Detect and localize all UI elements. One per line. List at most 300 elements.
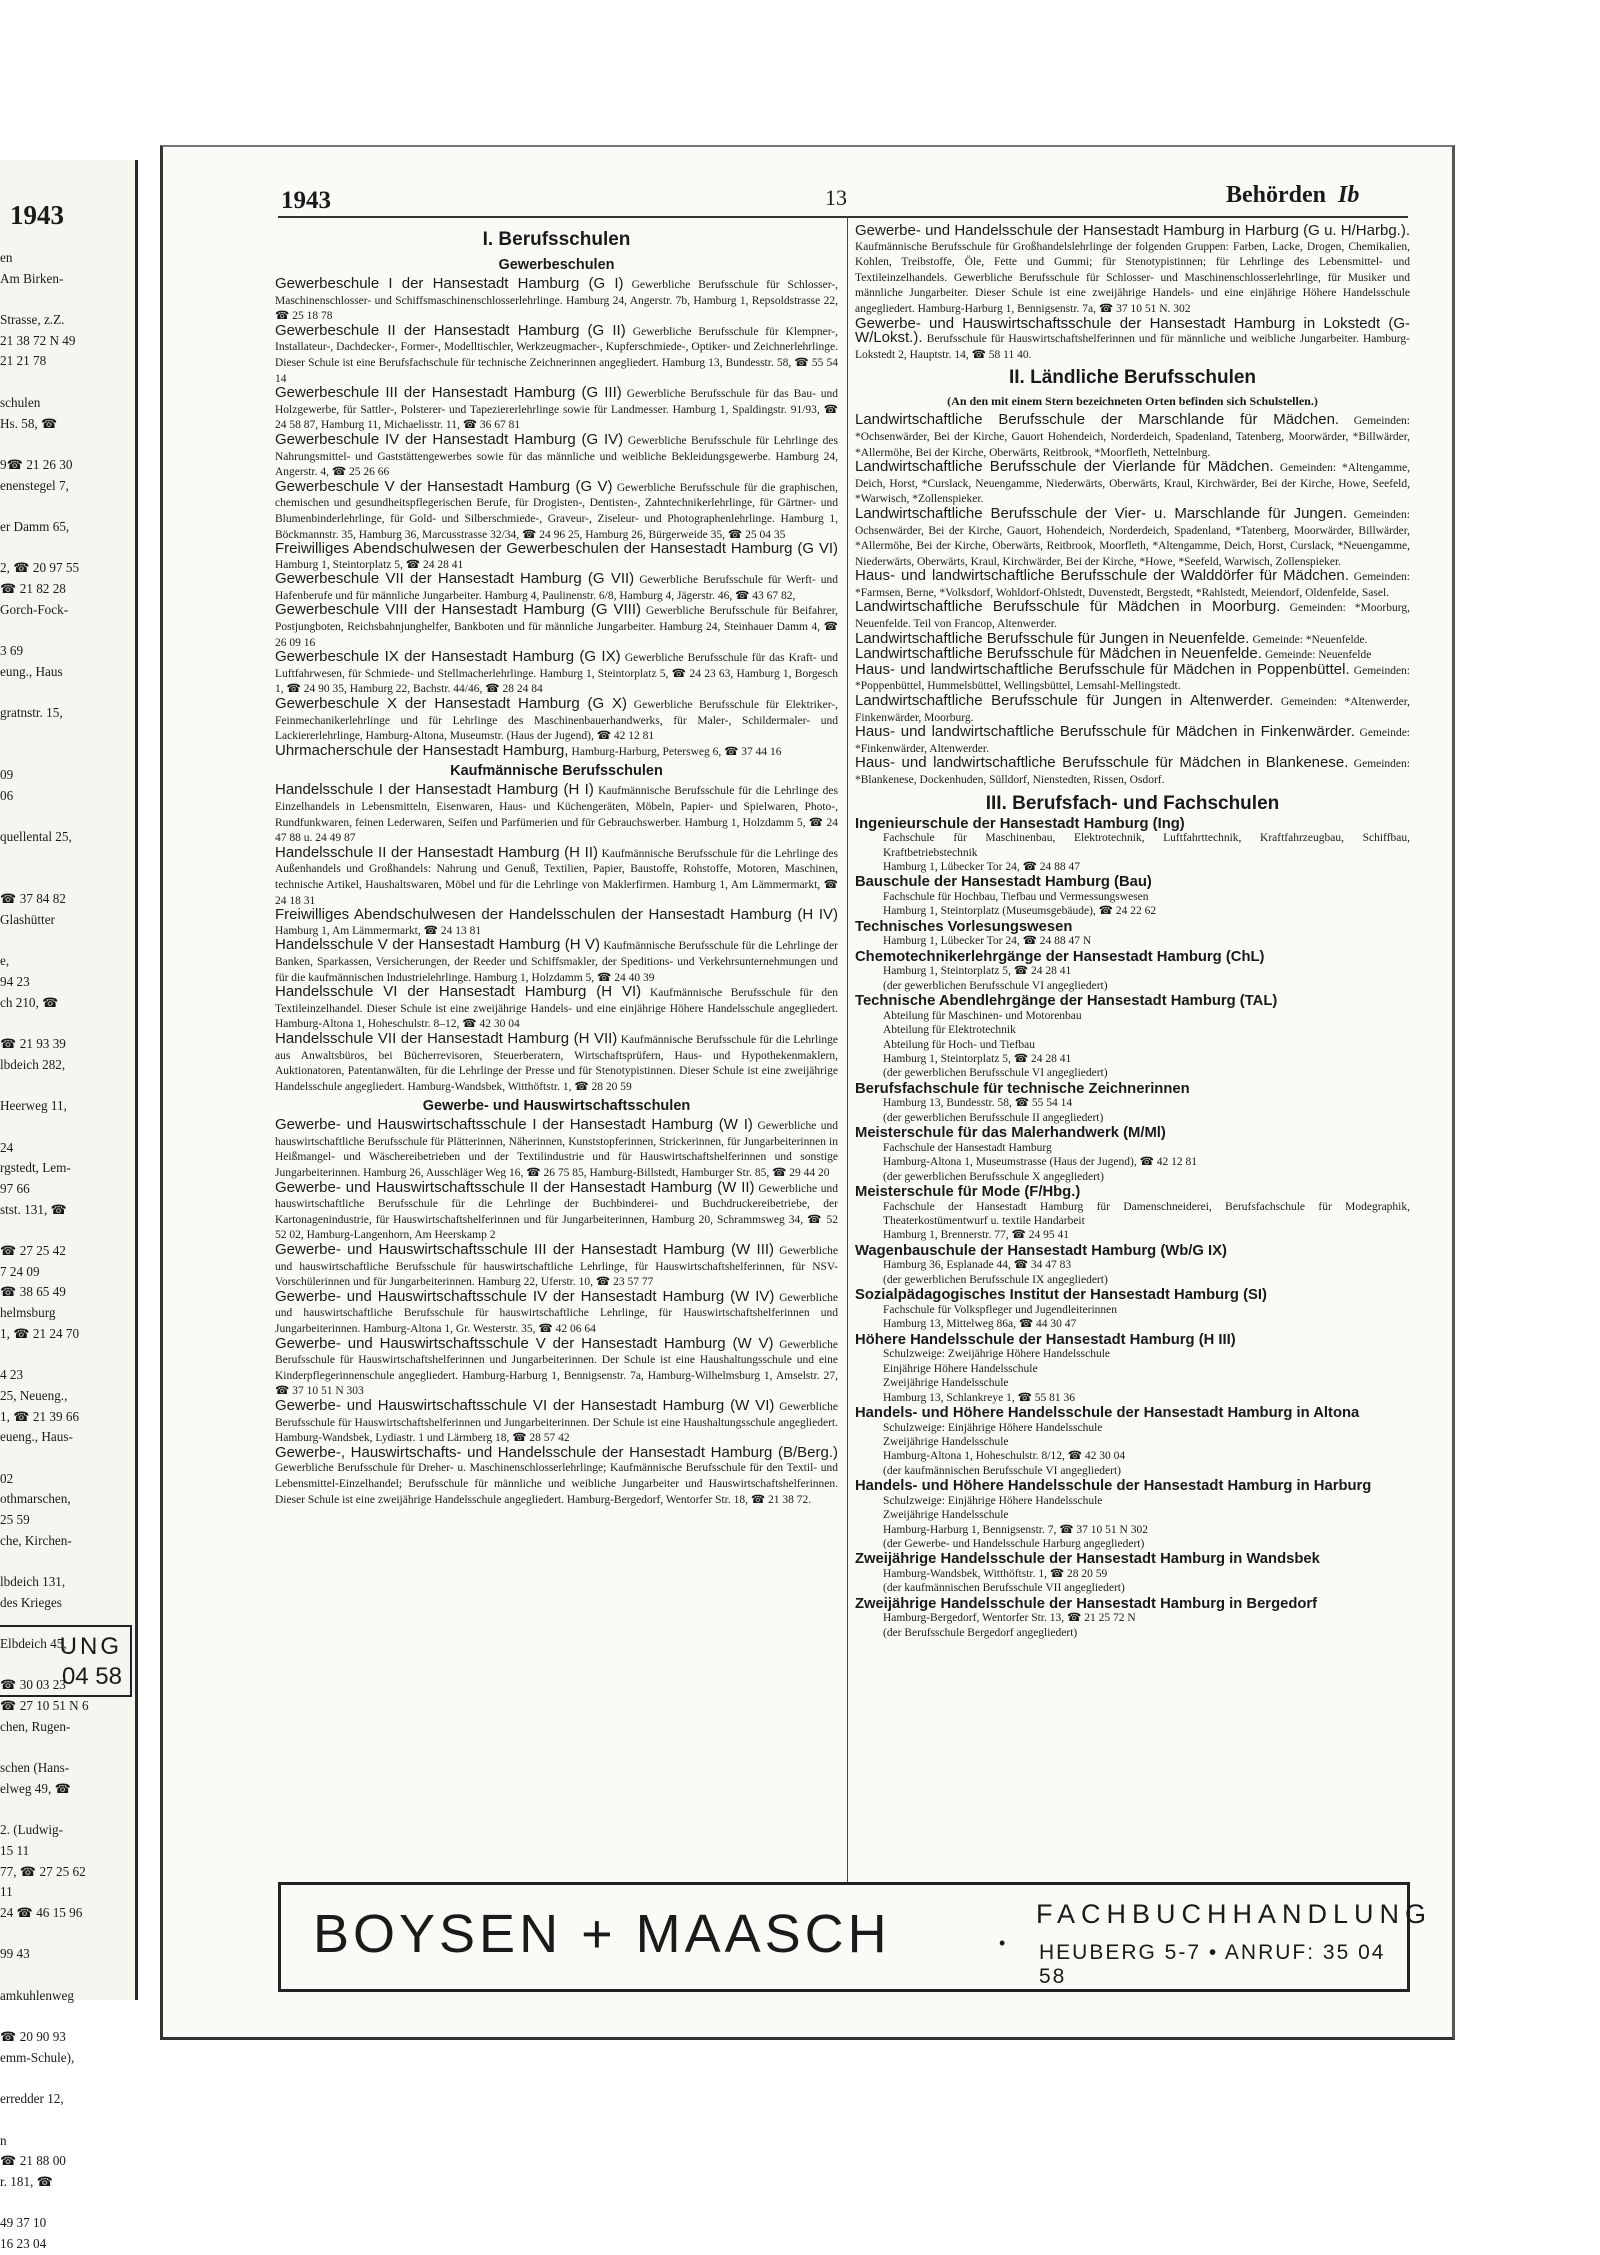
left-page-line: ☎ 37 84 82: [0, 891, 66, 907]
fachschule-detail: Abteilung für Maschinen- und Motorenbau: [883, 1009, 1082, 1022]
subheading-kaufmaennische: Kaufmännische Berufsschulen: [450, 763, 663, 780]
left-page-line: [0, 1220, 132, 1241]
left-page-line: e,: [0, 953, 10, 969]
fachschule-detail: Fachschule der Hansestadt Hamburg: [883, 1141, 1052, 1154]
left-page-line: ☎ 20 90 93: [0, 2029, 66, 2045]
school-description: Gemeinden: *Altengamme, Deich, Horst, *Curslack, Neuengamme, Niederwärts, Oberwärts, Kraul, Kirchwärder, Bei der Kirche, Howe, Seefeld, *Warwisch, *Zollenspieker.: [855, 462, 1411, 506]
left-page-line: [0, 620, 132, 641]
left-page-line: 1, ☎ 21 39 66: [0, 1408, 80, 1424]
left-page-line: 49 37 10: [0, 2215, 47, 2231]
left-page-line: ☎ 27 10 51 N 6: [0, 1698, 89, 1714]
school-description: Gewerbliche Berufsschule für das Kraft- und Luftfahrwesen, für Schmiede- und Stellmacherlehrlinge. Hamburg 1, Steintorplatz 5, ☎ 24 23 63, Hamburg 1, Borgesch 1, ☎ 24 90 35, Hamburg 22, Bachstr. 44/46, ☎ 28 24 84: [275, 652, 838, 696]
left-page-line: [0, 538, 132, 559]
left-page-line: schen (Hans-: [0, 1760, 70, 1776]
fachschule-detail: (der gewerblichen Berufsschule IX angegliedert): [883, 1273, 1108, 1286]
fachschule-detail: (der kaufmännischen Berufsschule VII angegliedert): [883, 1582, 1125, 1595]
fachschule-detail: Fachschule der Hansestadt Hamburg für Damenschneiderei, Berufsfachschule für Modegraphik, Theaterkostümentwurf u. textile Handarbeit: [883, 1200, 1410, 1228]
left-page-line: [0, 434, 132, 455]
fachschule-detail: (der gewerblichen Berufsschule VI angegliedert): [883, 979, 1108, 992]
school-name: Gewerbeschule VII der Hansestadt Hamburg (G VII): [275, 570, 635, 588]
school-name: Handelsschule VII der Hansestadt Hamburg (H VII): [275, 1029, 618, 1047]
left-page-line: [0, 1800, 132, 1821]
school-entry: [275, 430, 838, 480]
left-page-line: 24 ☎ 46 15 96: [0, 1905, 83, 1920]
left-page-line: 97 66: [0, 1180, 30, 1196]
left-page-line: rgstedt, Lem-: [0, 1160, 71, 1176]
school-name: Handelsschule VI der Hansestadt Hamburg (H VI): [275, 983, 642, 1001]
subheading-hauswirtschaft: Gewerbe- und Hauswirtschaftsschulen: [422, 1098, 691, 1115]
left-page-line: helmsburg: [0, 1305, 56, 1321]
school-name: Gewerbe- und Hauswirtschaftsschule VI der Hansestadt Hamburg (W VI): [275, 1396, 775, 1414]
school-description: Gewerbliche Berufsschule für die graphischen, chemischen und gesundheitspflegerischen Berufe, für Drogisten-, Dentisten-, Zahntechnikerlehrlinge, für Gärtner- und Blumenbinderlehrlinge, für Gold- und Silberschmiede-, Graveur-, Ziseleur- und Photographenlehrlinge. Hamburg 1, Böckmannstr. 35, Hamburg 36, Marcusstrasse 32/34, ☎ 24 96 25, Hamburg 26, Bürgerweide 35, ☎ 25 04 35: [275, 481, 838, 541]
school-description: Gewerbliche Berufsschule für Hauswirtschaftshelferinnen und Jungarbeiterinnen. Der Schule ist eine Haushaltungsschule und eine Kinderpflegerinnenschule angegliedert. Hamburg-Harburg 1, Bennigsenstr. 7a, Hamburg-Wilhelmsburg 1, Amselstr. 27, ☎ 37 10 51 N 303: [275, 1338, 839, 1398]
left-page-line: [0, 931, 132, 952]
kaufmaennische-list: [275, 783, 838, 1094]
school-description: Gemeinden: *Altenwerder, Finkenwärder, Moorburg.: [855, 696, 1411, 724]
left-page-line: [0, 1551, 132, 1572]
school-name: Haus- und landwirtschaftliche Berufsschule der Walddörfer für Mädchen.: [855, 567, 1349, 585]
left-page-line: schulen: [0, 394, 41, 410]
school-name: Uhrmacherschule der Hansestadt Hamburg,: [275, 741, 569, 759]
left-page-line: [0, 869, 132, 890]
school-entry: [275, 1118, 838, 1180]
left-page-line: [0, 682, 132, 703]
school-description: Gemeinden: *Farmsen, Berne, *Volksdorf, Wohldorf-Ohlstedt, Duvenstedt, Bergstedt, *Rahlstedt, Meiendorf, Oldenfelde, Sasel.: [855, 571, 1410, 599]
left-page-line: er Damm 65,: [0, 518, 70, 534]
left-page-line: enenstegel 7,: [0, 477, 69, 493]
fachschule-entry: [855, 1082, 1410, 1125]
left-page-line: [0, 289, 132, 310]
school-description: Gewerbliche Berufsschule für Schlosser-, Maschinenschlosser- und Schiffsmaschinenschlosserlehrlinge. Hamburg 24, Angerstr. 7b, Hamburg 1, Repsoldstrasse 22, ☎ 25 18 78: [275, 279, 839, 323]
school-name: Handelsschule I der Hansestadt Hamburg (H I): [275, 781, 594, 799]
school-description: Gemeinde: *Finkenwärder, Altenwerder.: [855, 727, 1410, 755]
fachschule-detail: Abteilung für Hoch- und Tiefbau: [883, 1038, 1036, 1051]
left-page-line: 25 59: [0, 1511, 30, 1527]
school-entry: [275, 572, 838, 603]
school-name: Gewerbe- und Handelsschule der Hansestadt Hamburg in Harburg (G u. H/Harbg.).: [855, 222, 1410, 239]
fachschule-name: Wagenbauschule der Hansestadt Hamburg (Wb/G IX): [855, 1242, 1227, 1259]
fachschule-detail: Hamburg 1, Brennerstr. 77, ☎ 24 95 41: [883, 1229, 1069, 1242]
school-entry: [275, 783, 838, 845]
fachschule-detail: Hamburg 36, Esplanade 44, ☎ 34 47 83: [883, 1259, 1072, 1272]
school-entry: [275, 477, 838, 542]
fachschule-name: Höhere Handelsschule der Hansestadt Hamburg (H III): [855, 1331, 1236, 1348]
left-page-line: [0, 1965, 132, 1986]
subheading-gewerbeschulen: Gewerbeschulen: [498, 257, 615, 273]
school-entry: [275, 650, 838, 697]
fachschule-entry: [855, 875, 1410, 918]
left-page-line: [0, 2069, 132, 2090]
school-name: Gewerbe- und Hauswirtschaftsschule der Hansestadt Hamburg in Lokstedt (G-W/Lokst.).: [855, 314, 1410, 347]
school-entry: [275, 542, 838, 572]
note-laendliche: (An den mit einem Stern bezeichneten Orten befinden sich Schulstellen.): [947, 394, 1318, 409]
school-entry: [275, 386, 838, 433]
school-name: Landwirtschaftliche Berufsschule der Vierlande für Mädchen.: [855, 458, 1274, 476]
school-name: Handelsschule II der Hansestadt Hamburg (H II): [275, 843, 598, 861]
left-page-line: lbdeich 131,: [0, 1574, 66, 1589]
school-entry: [275, 321, 839, 386]
left-page-line: 11: [0, 1884, 13, 1900]
school-name: Freiwilliges Abendschulwesen der Gewerbeschulen der Hansestadt Hamburg (G VI): [275, 540, 838, 558]
school-name: Landwirtschaftliche Berufsschule für Mädchen in Moorburg.: [855, 598, 1281, 616]
school-description: Gewerbliche und hauswirtschaftliche Berufsschule für hauswirtschaftliche Lehrlinge, für Hauswirtschaftshelferinnen, für NSV-Vorschülerinnen und für Jungarbeiterinnen. Hamburg 22, Uferstr. 10, ☎ 23 57 77: [275, 1245, 839, 1289]
school-name: Landwirtschaftliche Berufsschule für Jungen in Altenwerder.: [855, 692, 1274, 710]
school-description: Gewerbliche Berufsschule für Beifahrer, Postjungboten, Reichsbahnjunghelfer, Bankboten und für männliche Jungarbeiter. Hamburg 24, Steinhauer Damm 4, ☎ 26 09 16: [275, 605, 839, 649]
fachschule-name: Zweijährige Handelsschule der Hansestadt Hamburg in Wandsbek: [855, 1551, 1320, 1568]
fachschule-detail: Schulzweige: Zweijährige Höhere Handelsschule: [883, 1348, 1111, 1361]
page-number: 13: [825, 185, 847, 210]
left-page-line: Gorch-Fock-: [0, 601, 69, 617]
left-page-line: 7 24 09: [0, 1263, 40, 1279]
fachschule-entry: [855, 950, 1410, 993]
left-page-line: [0, 2006, 132, 2027]
left-page-line: [0, 807, 132, 828]
school-entry: [275, 1334, 839, 1399]
left-page-line: 21 21 78: [0, 353, 47, 369]
fachschule-detail: Hamburg 1, Steintorplatz 5, ☎ 24 28 41: [883, 965, 1072, 978]
left-page-line: n: [0, 2132, 7, 2148]
fachschule-detail: Schulzweige: Einjährige Höhere Handelsschule: [883, 1494, 1103, 1507]
school-description: Hamburg-Harburg, Petersweg 6, ☎ 37 44 16: [571, 745, 782, 758]
left-page-line: 02: [0, 1470, 14, 1486]
school-description: Gewerbliche Berufsschule für Klempner-, Installateur-, Dachdecker-, Former-, Modelltischler, Werkzeugmacher-, Kupferschmiede-, Optiker- und Zeichnerlehrlinge. Dieser Schule ist eine Berufsfachschule für technische Zeichnerinnen angegliedert. Hamburg 13, Bundesstr. 58, ☎ 55 54 14: [275, 325, 839, 385]
left-page-line: 15 11: [0, 1842, 30, 1858]
fachschule-detail: (der gewerblichen Berufsschule VI angegliedert): [883, 1067, 1108, 1080]
left-page-line: 09: [0, 767, 14, 783]
school-name: Gewerbeschule I der Hansestadt Hamburg (G I): [275, 275, 624, 292]
school-entry: [275, 985, 838, 1032]
fachschule-entry: [855, 817, 1410, 875]
left-page-line: 77, ☎ 27 25 62: [0, 1863, 86, 1879]
school-name: Gewerbe- und Hauswirtschaftsschule II der Hansestadt Hamburg (W II): [275, 1178, 755, 1196]
school-description: Gemeinden: *Ochsenwärder, Bei der Kirche, Gauort Hohendeich, Norderdeich, Spadenland, Tatenberg, Moorwärder, *Billwärder, *Allermöhe, Bei der Kirche, Oberwärts, Reitbrook, *Moorfleth, Nettelnburg.: [855, 415, 1410, 459]
header-section-code: Ib: [1338, 182, 1360, 208]
school-name: Gewerbeschule IX der Hansestadt Hamburg (G IX): [275, 648, 621, 666]
fachschule-detail: Fachschule für Hochbau, Tiefbau und Vermessungswesen: [883, 891, 1149, 903]
left-page-line: che, Kirchen-: [0, 1532, 72, 1548]
left-page-line: ch 210, ☎: [0, 994, 59, 1010]
fachschule-name: Handels- und Höhere Handelsschule der Hansestadt Hamburg in Altona: [855, 1404, 1360, 1421]
school-description: Kaufmännische Berufsschule für den Textileinzelhandel. Dieser Schule ist eine zweijährige Handels- und eine einjährige Höhere Handelsschule angegliedert. Hamburg-Altona 1, Hoheschulstr. 8–12, ☎ 42 30 04: [275, 987, 839, 1031]
school-entry: [275, 1243, 838, 1290]
left-page-ad-fragment: [0, 1625, 132, 1697]
school-description: Gemeinden: Ochsenwärder, Bei der Kirche, Gauort, Hohendeich, Norderdeich, Spadenland, *Tatenberg, Moorwärder, Billwärder, *Allermöhe, Bei der Kirche, Oberwärts, Reitbrook, Moorfleth, *Altengamme, Deich, Horst, Curslack, *Neuengamme, Niederwärts, Oberwärts, Kraul, Kirchwärder, Bei der Kirche, *Howe, *Seefeld, Warwisch, Zollenspieker.: [855, 508, 1410, 568]
left-page-line: [0, 496, 132, 517]
school-name: Gewerbeschule III der Hansestadt Hamburg (G III): [275, 384, 622, 402]
school-name: Landwirtschaftliche Berufsschule der Marschlande für Mädchen.: [855, 411, 1340, 429]
fachschule-detail: (der gewerblichen Berufsschule II angegliedert): [883, 1111, 1104, 1124]
fachschule-name: Meisterschule für das Malerhandwerk (M/Ml): [855, 1125, 1166, 1142]
header-rule: [278, 216, 1408, 218]
fachschule-detail: Fachschule für Maschinenbau, Elektrotechnik, Luftfahrttechnik, Kraftfahrzeugbau, Schiffbau, Kraftbetriebstechnik: [883, 832, 1410, 859]
school-name: Gewerbe- und Hauswirtschaftsschule III der Hansestadt Hamburg (W III): [275, 1241, 775, 1259]
left-page-line: 25, Neueng.,: [0, 1387, 68, 1403]
fachschule-entry: [855, 1597, 1410, 1640]
school-entry: [275, 843, 839, 908]
left-page-line: 3 69: [0, 643, 24, 659]
adjacent-left-page: [0, 160, 138, 2251]
fachschule-entry: [855, 1126, 1410, 1184]
school-entry: [275, 603, 838, 650]
fachschule-entry: [855, 1406, 1410, 1478]
school-description: Gemeinde: *Neuenfelde.: [1252, 633, 1368, 646]
fachschule-name: Chemotechnikerlehrgänge der Hansestadt Hamburg (ChL): [855, 948, 1265, 965]
left-page-line: [0, 848, 132, 869]
left-page-line: 16 23 04: [0, 2236, 47, 2251]
school-name: Gewerbeschule II der Hansestadt Hamburg (G II): [275, 321, 626, 339]
school-entry: [855, 694, 1410, 725]
left-page-line: ☎ 21 88 00: [0, 2153, 66, 2169]
left-page-line: ☎ 21 82 28: [0, 581, 66, 596]
fachschule-entry: [855, 1185, 1410, 1243]
left-page-line: en: [0, 250, 13, 265]
column-divider: [847, 216, 848, 1886]
school-description: Kaufmännische Berufsschule für die Lehrlinge der Banken, Sparkassen, Versicherungen, der Reeder und Schiffsmakler, der Speditions- und Verkehrsunternehmungen und für die kaufmännischen Industrielehrlinge. Hamburg 1, Holzdamm 5, ☎ 24 40 39: [275, 940, 838, 984]
fachschule-detail: Abteilung für Elektrotechnik: [883, 1024, 1016, 1037]
fachschule-detail: (der Gewerbe- und Handelsschule Harburg angegliedert): [883, 1537, 1145, 1550]
school-entry: [275, 1443, 838, 1507]
fachschule-detail: Schulzweige: Einjährige Höhere Handelsschule: [883, 1421, 1103, 1434]
school-name: Gewerbe-, Hauswirtschafts- und Handelsschule der Hansestadt Hamburg (B/Berg.): [275, 1443, 838, 1461]
school-description: Kaufmännische Berufsschule für die Lehrlinge des Einzelhandels in Lebensmitteln, Eisenwaren, Haus- und Küchengeräten, Möbeln, Papier- und Spielwaren, Photo-, Rundfunkwaren, feinen Lederwaren, Seifen und Parfümerien und für Gebrauchswerber. Hamburg 1, Holzdamm 5, ☎ 24 47 88 u. 24 49 87: [275, 785, 838, 845]
school-description: Gewerbliche Berufsschule für Dreher- u. Maschinenschlosserlehrlinge; Kaufmännische Berufsschule für den Textil- und Lebensmittel-Einzelhandel; Berufsschule für männliche und weibliche Jungarbeiter und Hauswirtschaftshelferinnen. Dieser Schule ist eine zweijährige Handelsschule angegliedert. Hamburg-Bergedorf, Wentorfer Str. 18, ☎ 21 38 72.: [275, 1462, 838, 1506]
school-entry: [275, 1029, 839, 1094]
left-page-line: emm-Schule),: [0, 2049, 75, 2065]
school-name: Gewerbe- und Hauswirtschaftsschule V der Hansestadt Hamburg (W V): [275, 1334, 774, 1352]
left-page-line: des Krieges: [0, 1594, 62, 1610]
school-entry: [855, 314, 1411, 363]
heading-laendliche: II. Ländliche Berufsschulen: [1008, 367, 1257, 389]
fachschule-detail: Hamburg-Bergedorf, Wentorfer Str. 13, ☎ 21 25 72 N: [883, 1612, 1136, 1625]
fachschule-entry: [855, 1244, 1410, 1287]
school-name: Landwirtschaftliche Berufsschule der Vier- u. Marschlande für Jungen.: [855, 504, 1347, 522]
left-page-line: 21 38 72 N 49: [0, 332, 76, 348]
left-page-line: [0, 745, 132, 766]
school-description: Gewerbliche Berufsschule für Hauswirtschaftshelferinnen und Jungarbeiterinnen. Der Schule ist eine Haushaltungsschule angegliedert. Hamburg-Wandsbek, Lydiastr. 1 und Lärmberg 18, ☎ 28 57 42: [275, 1400, 838, 1445]
left-page-line: [0, 1076, 132, 1097]
left-page-line: ☎ 27 25 42: [0, 1243, 66, 1258]
fachschule-name: Berufsfachschule für technische Zeichnerinnen: [855, 1080, 1190, 1097]
left-page-line: [0, 1013, 132, 1034]
left-page-line: stst. 131, ☎: [0, 1201, 67, 1217]
school-entry: [275, 741, 838, 760]
left-page-line: eueng., Haus-: [0, 1429, 73, 1445]
school-name: Haus- und landwirtschaftliche Berufsschule für Mädchen in Blankenese.: [855, 754, 1349, 772]
right-top-list: [855, 224, 1410, 362]
left-ad-line-1: UNG: [59, 1633, 122, 1660]
ad-separator: •: [999, 1933, 1006, 1953]
school-name: Haus- und landwirtschaftliche Berufsschule für Mädchen in Poppenbüttel.: [855, 660, 1350, 678]
left-page-text-fragments: [0, 248, 132, 2255]
school-description: Kaufmännische Berufsschule für die Lehrlinge des Außenhandels und Großhandels: Nahrung und Genuß, Textilien, Papier, Baustoffe, Rohstoffe, Motoren, Maschinen, technische Artikel, Haushaltswaren, Möbel und für die Lehrlinge von Maklerfirmen. Hamburg 1, Am Lämmermarkt, ☎ 24 18 31: [275, 847, 839, 907]
school-entry: [275, 1396, 838, 1446]
fachschulen-list: [855, 817, 1410, 1641]
hauswirtschaft-list: [275, 1118, 838, 1507]
school-description: Gemeinden: *Poppenbüttel, Hummelsbüttel, Wellingsbüttel, Lemsahl-Mellingstedt.: [855, 664, 1410, 693]
left-page-line: Elbdeich 45,: [0, 1636, 67, 1652]
left-page-line: [0, 1344, 132, 1365]
school-description: Gemeinde: Neuenfelde: [1264, 649, 1372, 662]
left-page-line: amkuhlenweg: [0, 1987, 74, 2003]
fachschule-detail: (der gewerblichen Berufsschule X angegliedert): [883, 1170, 1104, 1183]
advertisement-box: [278, 1882, 1433, 1992]
school-description: Gewerbliche und hauswirtschaftliche Berufsschule für hauswirtschaftliche Lehrlinge, für Hauswirtschaftshelferinnen und Jungarbeiterinnen. Hamburg-Altona 1, Gr. Westerstr. 35, ☎ 42 06 64: [275, 1291, 838, 1335]
left-page-line: [0, 1117, 132, 1138]
school-description: Gewerbliche Berufsschule für Elektriker-, Feinmechanikerlehrlinge und für Lehrlinge des Maschinenbauerhandwerks, für Maler-, Schildermaler- und Lackiererlehrlinge, Hamburg-Altona, Museumstr. (Haus der Jugend), ☎ 42 12 81: [275, 699, 838, 743]
left-page-line: [0, 724, 132, 745]
left-page-line: Glashütter: [0, 912, 55, 927]
school-name: Haus- und landwirtschaftliche Berufsschule für Mädchen in Finkenwärder.: [855, 723, 1355, 741]
school-description: Gewerbliche und hauswirtschaftliche Berufsschule für die Lehrlinge der Buchbinderei- und Buchdruckereibetriebe, der Kartonagenindustrie, für Hauswirtschaftshelferinnen und für Jungarbeiterinnen, Hamburg 20, Schrammsweg 34, ☎ 52 52 02, Hamburg-Langenhorn, Am Heerskamp 2: [275, 1182, 838, 1242]
school-entry: [275, 1178, 838, 1243]
heading-berufsschulen: I. Berufsschulen: [482, 229, 631, 250]
left-page-line: Am Birken-: [0, 270, 64, 286]
school-entry: [855, 569, 1410, 600]
left-page-line: [0, 372, 132, 393]
fachschule-name: Bauschule der Hansestadt Hamburg (Bau): [855, 874, 1152, 891]
fachschule-detail: Hamburg 13, Schlankreye 1, ☎ 55 81 36: [883, 1391, 1076, 1404]
fachschule-name: Zweijährige Handelsschule der Hansestadt Hamburg in Bergedorf: [855, 1595, 1318, 1612]
left-page-line: othmarschen,: [0, 1491, 71, 1507]
left-page-line: 1, ☎ 21 24 70: [0, 1325, 80, 1341]
left-page-line: 2. (Ludwig-: [0, 1822, 63, 1838]
left-page-line: [0, 2193, 132, 2214]
fachschule-name: Meisterschule für Mode (F/Hbg.): [855, 1184, 1081, 1201]
fachschule-entry: [855, 1552, 1410, 1595]
fachschule-name: Handels- und Höhere Handelsschule der Hansestadt Hamburg in Harburg: [855, 1478, 1372, 1495]
fachschule-detail: Einjährige Höhere Handelsschule: [883, 1362, 1038, 1375]
left-page-line: 2, ☎ 20 97 55: [0, 560, 80, 576]
fachschule-name: Sozialpädagogisches Institut der Hansestadt Hamburg (SI): [855, 1287, 1267, 1304]
left-page-line: 24: [0, 1139, 14, 1155]
school-entry: [855, 725, 1410, 756]
fachschule-detail: Fachschule für Volkspfleger und Jugendleiterinnen: [883, 1303, 1117, 1316]
fachschule-entry: [855, 1333, 1410, 1405]
left-page-line: [0, 2110, 132, 2131]
school-entry: [275, 938, 838, 985]
left-page-line: gratnstr. 15,: [0, 705, 63, 721]
left-page-year: 1943: [10, 200, 64, 230]
left-page-line: 99 43: [0, 1946, 30, 1962]
fachschule-detail: Hamburg 1, Steintorplatz 5, ☎ 24 28 41: [883, 1053, 1072, 1066]
fachschule-entry: [855, 1479, 1410, 1551]
school-entry: [275, 697, 838, 744]
left-page-line: 94 23: [0, 974, 30, 990]
school-entry: [855, 224, 1410, 317]
school-description: Hamburg 1, Steintorplatz 5, ☎ 24 28 41: [275, 558, 464, 571]
left-page-line: ☎ 38 65 49: [0, 1284, 66, 1300]
school-name: Landwirtschaftliche Berufsschule für Mädchen in Neuenfelde.: [855, 645, 1262, 663]
left-page-line: Hs. 58, ☎: [0, 415, 58, 431]
header-section: [1226, 182, 1359, 209]
left-page-line: [0, 1448, 132, 1469]
left-page-line: [0, 1738, 132, 1759]
fachschule-entry: [855, 994, 1410, 1081]
header-section-label: Behörden: [1226, 182, 1327, 208]
school-description: Gewerbliche Berufsschule für Lehrlinge des Nahrungsmittel- und Gaststättengewerbes sowie für das männliche und weibliche Bekleidungsgewerbe. Hamburg 24, Angerstr. 4, ☎ 25 26 66: [275, 434, 838, 479]
school-description: Gewerbliche Berufsschule für Werft- und Hafenberufe und für männliche Jungarbeiter. Hamburg 4, Paulinenstr. 6/8, Hamburg 4, Jägerstr. 46, ☎ 43 67 82,: [275, 574, 838, 602]
school-entry: [275, 908, 838, 938]
school-name: Landwirtschaftliche Berufsschule für Jungen in Neuenfelde.: [855, 629, 1250, 647]
left-page-line: Strasse, z.Z.: [0, 312, 65, 328]
school-name: Gewerbe- und Hauswirtschaftsschule I der Hansestadt Hamburg (W I): [275, 1116, 753, 1134]
fachschule-detail: Hamburg 13, Mittelweg 86a, ☎ 44 30 47: [883, 1318, 1077, 1331]
left-page-line: chen, Rugen-: [0, 1718, 71, 1734]
fachschule-detail: Zweijährige Handelsschule: [883, 1377, 1009, 1390]
school-description: Gewerbliche und hauswirtschaftliche Berufsschule für Plätterinnen, Näherinnen, Kunststopferinnen, Strickerinnen, für Jungarbeiterinnen in Heißmangel- und Wäschereibetrieben und der Textilindustrie und für Hauswirtschaftshelferinnen und sonstige Jungarbeiterinnen. Hamburg 26, Ausschläger Weg 16, ☎ 26 75 85, Hamburg-Billstedt, Hamburger Str. 85, ☎ 29 44 20: [275, 1120, 839, 1180]
fachschule-detail: Hamburg 13, Bundesstr. 58, ☎ 55 54 14: [883, 1097, 1073, 1110]
fachschule-detail: Hamburg-Altona 1, Hoheschulstr. 8/12, ☎ 42 30 04: [883, 1450, 1126, 1463]
fachschule-detail: Hamburg 1, Lübecker Tor 24, ☎ 24 88 47 N: [883, 935, 1092, 948]
school-description: Gewerbliche Berufsschule für das Bau- und Holzgewerbe, für Sattler-, Polsterer- und Tapeziererlehrlinge sowie für Landmesser. Hamburg 1, Spaldingstr. 91/93, ☎ 24 58 87, Hamburg 11, Michaelisstr. 11, ☎ 36 67 81: [275, 388, 838, 432]
header-year: 1943: [281, 187, 331, 214]
fachschule-detail: Zweijährige Handelsschule: [883, 1435, 1009, 1448]
school-name: Gewerbeschule IV der Hansestadt Hamburg (G IV): [275, 430, 624, 448]
left-page-line: ☎ 30 03 23: [0, 1677, 66, 1693]
school-name: Handelsschule V der Hansestadt Hamburg (H V): [275, 936, 600, 954]
left-page-line: eung., Haus: [0, 663, 63, 679]
ad-shop-type: FACHBUCHHANDLUNG: [1036, 1899, 1433, 1929]
fachschule-entry: [855, 920, 1410, 949]
school-description: Hamburg 1, Am Lämmermarkt, ☎ 24 13 81: [275, 924, 482, 937]
fachschule-detail: Hamburg-Altona 1, Museumstrasse (Haus der Jugend), ☎ 42 12 81: [883, 1156, 1198, 1169]
fachschule-detail: Hamburg 1, Steintorplatz (Museumsgebäude), ☎ 24 22 62: [883, 905, 1157, 918]
fachschule-name: Technische Abendlehrgänge der Hansestadt Hamburg (TAL): [855, 993, 1278, 1010]
school-description: Gemeinden: *Blankenese, Dockenhuden, Sülldorf, Nienstedten, Rissen, Osdorf.: [855, 758, 1410, 786]
left-column: [275, 224, 838, 1507]
left-ad-line-2: 04 58: [61, 1663, 122, 1690]
left-page-line: 06: [0, 787, 14, 803]
fachschule-entry: [855, 1288, 1410, 1331]
fachschule-name: Ingenieurschule der Hansestadt Hamburg (Ing): [855, 815, 1185, 832]
heading-fachschulen: III. Berufsfach- und Fachschulen: [985, 792, 1280, 814]
ad-address: HEUBERG 5-7 • ANRUF: 35 04 58: [1039, 1941, 1386, 1988]
fachschule-detail: (der Berufsschule Bergedorf angegliedert): [883, 1626, 1078, 1639]
school-entry: [855, 413, 1410, 460]
school-name: Gewerbeschule VIII der Hansestadt Hamburg (G VIII): [275, 601, 642, 619]
school-entry: [855, 460, 1410, 507]
school-entry: [275, 277, 838, 324]
left-page-line: ☎ 21 93 39: [0, 1036, 66, 1052]
school-name: Gewerbeschule X der Hansestadt Hamburg (G X): [275, 695, 628, 713]
fachschule-name: Technisches Vorlesungswesen: [855, 918, 1073, 935]
school-entry: [855, 504, 1410, 569]
ad-company-name: BOYSEN + MAASCH: [313, 1904, 891, 1964]
school-description: Kaufmännische Berufsschule für die Lehrlinge aus Anwaltsbüros, bei Bücherrevisoren, Steuerberatern, Wirtschaftsprüfern, Haus- und Hypothekenmaklern, Auktionatoren, Patentanwälten, für die Lehrlinge der Presse und für Stenotypistinnen. Dieser Schule ist eine zweijährige Handelsschule angegliedert. Hamburg-Wandsbek, Witthöftstr. 1, ☎ 28 20 59: [275, 1033, 839, 1093]
fachschule-detail: Hamburg-Wandsbek, Witthöftstr. 1, ☎ 28 20 59: [883, 1567, 1108, 1580]
directory-page: [160, 145, 1455, 2040]
fachschule-detail: Hamburg-Harburg 1, Bennigsenstr. 7, ☎ 37 10 51 N 302: [883, 1523, 1148, 1536]
fachschule-detail: (der kaufmännischen Berufsschule VI angegliedert): [883, 1464, 1122, 1477]
school-name: Gewerbe- und Hauswirtschaftsschule IV der Hansestadt Hamburg (W IV): [275, 1287, 775, 1305]
fachschule-detail: Zweijährige Handelsschule: [883, 1509, 1009, 1522]
left-page-line: r. 181, ☎: [0, 2173, 54, 2189]
school-name: Gewerbeschule V der Hansestadt Hamburg (G V): [275, 477, 613, 495]
left-page-line: [0, 1924, 132, 1945]
school-entry: [275, 1287, 838, 1337]
school-description: Berufsschule für Hauswirtschaftshelferinnen und für männliche und weibliche Jungarbeiter. Hamburg-Lokstedt 2, Hauptstr. 14, ☎ 58 11 40.: [855, 333, 1411, 361]
left-page-line: 9☎ 21 26 30: [0, 456, 73, 472]
school-description: Kaufmännische Berufsschule für Großhandelslehrlinge der folgenden Gruppen: Farben, Lacke, Drogen, Chemikalien, Kohlen, Treibstoffe, Öle, Fette und Gummi; für Stenotypistinnen; für Lehrlinge des Lebensmittel- und Textileinzelhandels. Gewerbliche Berufsschule für Schlosser- und Maschinenschlosserlehrlinge, für Musiker und männliche Jungarbeiter. Dieser Schule ist eine zweijährige Handels- und eine einjährige Höhere Handelsschule angegliedert. Hamburg-Harburg 1, Bennigsenstr. 7a, ☎ 37 10 51 N. 302: [855, 240, 1410, 315]
right-column: [855, 224, 1410, 1641]
left-page-line: lbdeich 282,: [0, 1056, 66, 1072]
gewerbeschulen-list: [275, 277, 838, 759]
school-entry: [855, 756, 1410, 787]
school-entry: [855, 660, 1410, 694]
left-page-line: elweg 49, ☎: [0, 1780, 71, 1796]
school-name: Freiwilliges Abendschulwesen der Handelsschulen der Hansestadt Hamburg (H IV): [275, 906, 838, 924]
school-description: Gemeinden: *Moorburg, Neuenfelde. Teil von Francop, Altenwerder.: [855, 602, 1410, 631]
